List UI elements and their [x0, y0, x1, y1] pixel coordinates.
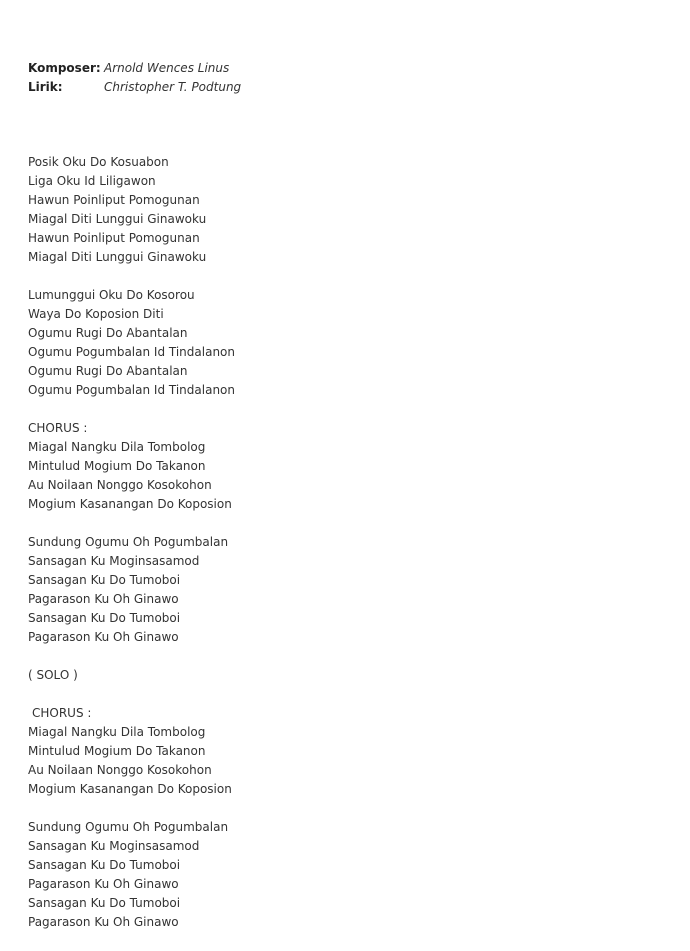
- lyric-line: Ogumu Rugi Do Abantalan: [28, 364, 188, 378]
- lyric-line: Ogumu Pogumbalan Id Tindalanon: [28, 345, 235, 359]
- composer-label: Komposer:: [28, 61, 101, 75]
- lyricist-row: [28, 78, 241, 97]
- lyric-line: Mogium Kasanangan Do Koposion: [28, 497, 232, 511]
- lyric-line: Sansagan Ku Do Tumoboi: [28, 858, 181, 872]
- lyric-line: Waya Do Koposion Diti: [28, 307, 164, 321]
- lyric-line: Sansagan Ku Do Tumoboi: [28, 573, 181, 587]
- lyric-line: Lumunggui Oku Do Kosorou: [28, 288, 195, 302]
- chorus-2: [28, 704, 235, 799]
- lyric-line: Hawun Poinliput Pomogunan: [28, 193, 200, 207]
- verse-1: [28, 153, 235, 267]
- lyric-line: Pagarason Ku Oh Ginawo: [28, 877, 179, 891]
- lyric-line: Mintulud Mogium Do Takanon: [28, 459, 206, 473]
- lyric-line: Au Noilaan Nonggo Kosokohon: [28, 478, 212, 492]
- lyric-line: Sansagan Ku Moginsasamod: [28, 554, 200, 568]
- solo-section: [28, 666, 235, 685]
- lyric-line: Miagal Diti Lunggui Ginawoku: [28, 250, 207, 264]
- solo-marker: ( SOLO ): [28, 668, 78, 682]
- lyric-line: Pagarason Ku Oh Ginawo: [28, 915, 179, 929]
- lyric-line: Mintulud Mogium Do Takanon: [28, 744, 206, 758]
- song-credits: [28, 59, 241, 97]
- lyric-line: Miagal Nangku Dila Tombolog: [28, 725, 206, 739]
- verse-2: [28, 286, 235, 400]
- lyric-line: Sundung Ogumu Oh Pogumbalan: [28, 535, 229, 549]
- lyric-line: Miagal Diti Lunggui Ginawoku: [28, 212, 207, 226]
- bridge-2: [28, 818, 235, 932]
- lyric-line: Miagal Nangku Dila Tombolog: [28, 440, 206, 454]
- lyric-line: Hawun Poinliput Pomogunan: [28, 231, 200, 245]
- lyric-line: Pagarason Ku Oh Ginawo: [28, 630, 179, 644]
- composer-row: [28, 59, 241, 78]
- chorus-heading: CHORUS :: [32, 706, 92, 720]
- lyric-line: Ogumu Rugi Do Abantalan: [28, 326, 188, 340]
- lyric-line: Sansagan Ku Do Tumoboi: [28, 611, 181, 625]
- lyric-line: Liga Oku Id Liligawon: [28, 174, 156, 188]
- lyricist-label: Lirik:: [28, 80, 63, 94]
- chorus-heading: CHORUS :: [28, 421, 88, 435]
- lyric-line: Mogium Kasanangan Do Koposion: [28, 782, 232, 796]
- lyric-line: Sansagan Ku Moginsasamod: [28, 839, 200, 853]
- song-lyrics: [28, 153, 235, 951]
- lyric-line: Sansagan Ku Do Tumoboi: [28, 896, 181, 910]
- lyric-line: Sundung Ogumu Oh Pogumbalan: [28, 820, 229, 834]
- composer-name: Arnold Wences Linus: [104, 61, 230, 75]
- chorus-1: [28, 419, 235, 514]
- lyric-line: Pagarason Ku Oh Ginawo: [28, 592, 179, 606]
- lyric-line: Posik Oku Do Kosuabon: [28, 155, 169, 169]
- lyric-line: Ogumu Pogumbalan Id Tindalanon: [28, 383, 235, 397]
- bridge-1: [28, 533, 235, 647]
- lyric-line: Au Noilaan Nonggo Kosokohon: [28, 763, 212, 777]
- lyricist-name: Christopher T. Podtung: [104, 80, 242, 94]
